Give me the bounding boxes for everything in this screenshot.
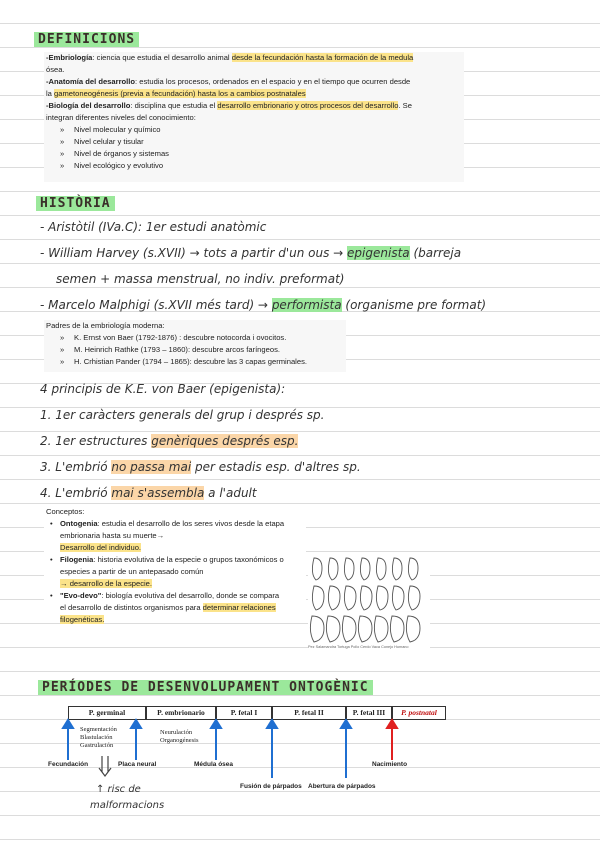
label-fecundacion: Fecundación xyxy=(48,761,89,768)
label-medula-osea: Médula ósea xyxy=(194,761,234,768)
principle-4-highlight: mai s'assembla xyxy=(111,486,205,500)
history-heading: HISTÒRIA xyxy=(36,196,115,211)
label-abertura-parpados: Abertura de párpados xyxy=(308,783,376,790)
principle-4-tail: a l'adult xyxy=(204,486,257,500)
concept-evodevo xyxy=(46,590,306,626)
principle-3-highlight: no passa mai xyxy=(111,460,192,474)
principle-2-text: 2. 1er estructures xyxy=(40,434,152,448)
label-fusion-parpados: Fusión de párpados xyxy=(240,783,302,790)
principle-3 xyxy=(40,460,361,474)
concept-ontogenia xyxy=(46,518,306,554)
term-evodevo: "Evo-devo" xyxy=(60,591,102,600)
concept-filogenia xyxy=(46,554,306,590)
history-harvey xyxy=(40,246,461,260)
principle-3-text: 3. L'embrió xyxy=(40,460,112,474)
periods-heading: PERÍODES DE DESENVOLUPAMENT ONTOGÈNIC xyxy=(38,680,373,695)
malformation-note-1: ↑ risc de xyxy=(96,784,141,795)
embryo-figure-caption: Pez Salamandra Tortuga Pollo Cerdo Vaca Conejo Humano xyxy=(308,645,409,649)
malpighi-tail: (organisme pre format) xyxy=(341,298,487,312)
embryology-text: : ciencia que estudia el desarrollo animal xyxy=(92,53,232,62)
history-aristotil: - Aristòtil (IVa.C): 1er estudi anatòmic xyxy=(40,220,267,234)
list-item: » Nivel celular y tisular xyxy=(46,136,464,148)
principle-3-tail: per estadis esp. d'altres sp. xyxy=(191,460,361,474)
period-postnatal: P. postnatal xyxy=(392,706,446,720)
timeline-arrows xyxy=(0,718,600,778)
principle-4-text: 4. L'embrió xyxy=(40,486,112,500)
biology-text: : disciplina que estudia el xyxy=(130,101,218,110)
biology-line2: integran diferentes niveles del conocimiento: xyxy=(46,113,196,122)
principles-title: 4 principis de K.E. von Baer (epigenista): xyxy=(40,382,286,396)
definitions-card xyxy=(44,52,464,182)
ontogenia-text: : estudia el desarrollo de los seres vivos desde la etapa embrionaria hasta su muerte→ xyxy=(60,519,285,540)
embryo-comparison-figure xyxy=(308,554,430,654)
term-embryology: -Embriología xyxy=(46,53,93,62)
concepts-list xyxy=(46,518,306,626)
concepts-card xyxy=(44,506,306,624)
fathers-card xyxy=(44,320,346,372)
list-item: » Nivel de órganos y sistemas xyxy=(46,148,464,160)
malpighi-highlight: performista xyxy=(271,298,342,312)
definition-anatomy xyxy=(46,76,464,88)
evodevo-highlight: determinar relaciones xyxy=(202,603,276,612)
germinal-events: Segmentación Blastulación Gastrulación xyxy=(80,726,117,749)
period-fetal-2: P. fetal II xyxy=(272,706,346,720)
anatomy-text: : estudia los procesos, ordenados en el espacio y en el tiempo que ocurren desde xyxy=(135,77,411,86)
embryo-events: Neurulación Organogénesis xyxy=(160,729,199,744)
history-harvey-line2: semen + massa menstrual, no indiv. preformat) xyxy=(56,272,345,286)
filogenia-highlight: → desarrollo de la especie. xyxy=(60,579,153,588)
list-item: » K. Ernst von Baer (1792-1876) : descubre notocorda i ovocitos. xyxy=(46,332,346,344)
term-biology: -Biología del desarrollo xyxy=(46,101,131,110)
list-item: » Nivel ecológico y evolutivo xyxy=(46,160,464,172)
harvey-tail: (barreja xyxy=(409,246,462,260)
label-placa-neural: Placa neural xyxy=(118,761,157,768)
history-malpighi xyxy=(40,298,486,312)
embryology-tail: ósea. xyxy=(46,65,65,74)
term-ontogenia: Ontogenia xyxy=(60,519,98,528)
harvey-highlight: epigenista xyxy=(347,246,410,260)
embryology-highlight: desde la fecundación hasta la formación de la medula xyxy=(231,53,414,62)
biology-highlight: desarrollo embrionario y otros procesos del desarrollo xyxy=(217,101,399,110)
list-item: » H. Crhistian Pander (1794 – 1865): descubre las 3 capas germinales. xyxy=(46,356,346,368)
principle-1: 1. 1er caràcters generals del grup i després sp. xyxy=(40,408,325,422)
biology-tail: . Se xyxy=(398,101,412,110)
period-fetal-1: P. fetal I xyxy=(216,706,272,720)
principle-2 xyxy=(40,434,298,448)
definition-biology xyxy=(46,100,464,112)
ontogenia-highlight: Desarrollo del individuo. xyxy=(60,543,142,552)
malformation-note-2: malformacions xyxy=(90,800,165,811)
embryo-figure-drawing xyxy=(308,554,430,646)
malpighi-text: - Marcelo Malphigi (s.XVII més tard) → xyxy=(40,298,272,312)
fathers-list xyxy=(46,332,346,368)
label-nacimiento: Nacimiento xyxy=(372,761,408,768)
evodevo-text: : biología evolutiva del desarrollo, donde se compara xyxy=(101,591,280,600)
principle-4 xyxy=(40,486,257,500)
anatomy-highlight: gametoneogénesis (previa a fecundación) hasta los a cambios postnatales xyxy=(54,89,306,98)
definitions-heading: DEFINICIONS xyxy=(34,32,139,47)
list-item: » Nivel molecular y químico xyxy=(46,124,464,136)
period-fetal-3: P. fetal III xyxy=(346,706,392,720)
evodevo-highlight-2: filogenéticas. xyxy=(60,615,105,624)
levels-list xyxy=(46,124,464,172)
harvey-text: - William Harvey (s.XVII) → tots a partir d'un ous → xyxy=(40,246,348,260)
concepts-title: Conceptos: xyxy=(46,507,85,516)
down-arrow-icon xyxy=(96,754,116,778)
fathers-title: Padres de la embriología moderna: xyxy=(46,321,165,330)
evodevo-line2: el desarrollo de distintos organismos para xyxy=(60,603,203,612)
period-embrionario: P. embrionario xyxy=(146,706,216,720)
term-filogenia: Filogenia xyxy=(60,555,94,564)
filogenia-text: : historia evolutiva de la especie o grupos taxonómicos o especies a partir de un antepasado común xyxy=(60,555,284,576)
list-item: » M. Heinrich Rathke (1793 – 1860): descubre arcos faríngeos. xyxy=(46,344,346,356)
principle-2-highlight: genèriques després esp. xyxy=(151,434,299,448)
period-germinal: P. germinal xyxy=(68,706,146,720)
anatomy-pre: la xyxy=(46,89,55,98)
term-anatomy: -Anatomía del desarrollo xyxy=(46,77,136,86)
definition-embryology xyxy=(46,52,464,64)
